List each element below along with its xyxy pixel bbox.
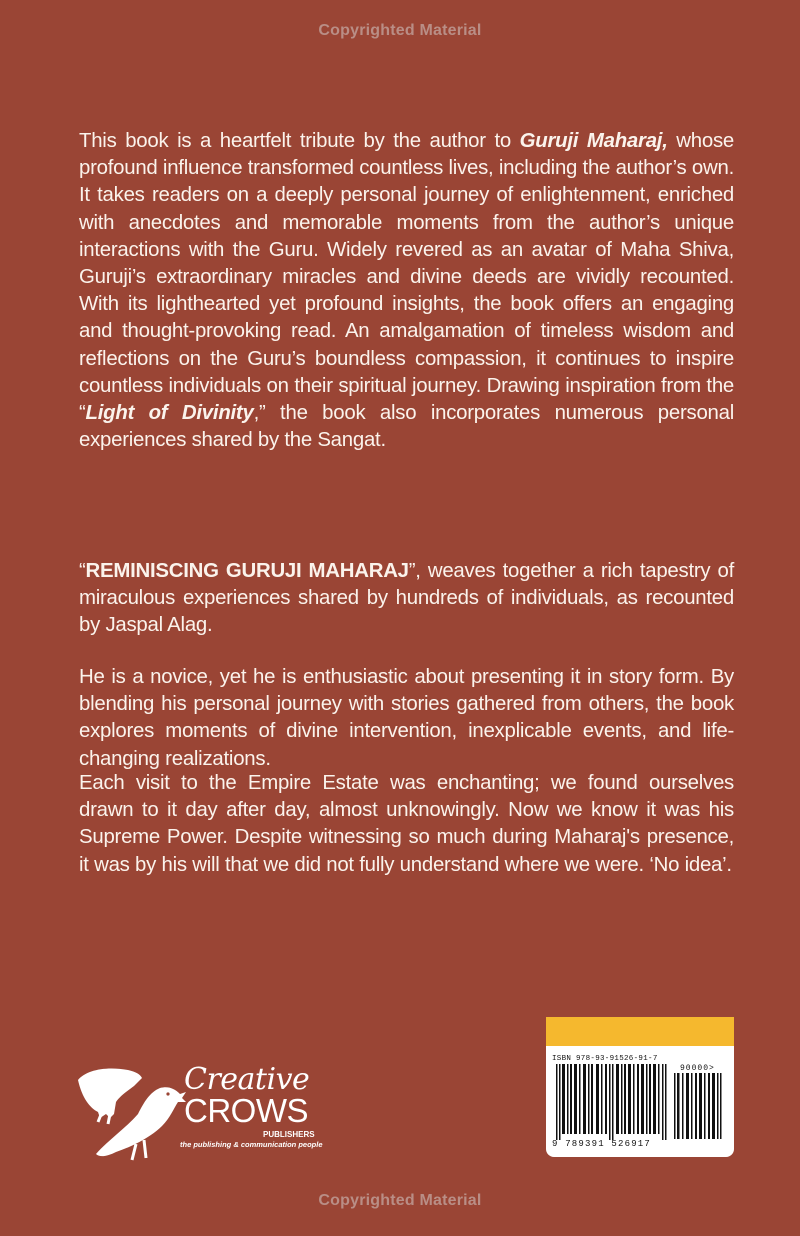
blurb-paragraph-4: Each visit to the Empire Estate was enchanting; we found ourselves drawn to it day after day, almost unknowingly. Now we know it was his Supreme Power. Despite witnessing so much during Maharaj's presence, it was by his will that we did not fully understand where we were. ‘No idea’. [79, 772, 734, 876]
copyright-watermark-top: Copyrighted Material [318, 22, 482, 39]
barcode-price-band [546, 1017, 734, 1046]
publisher-label: PUBLISHERS [263, 1130, 315, 1139]
publisher-name-crows: CROWS [184, 1092, 308, 1129]
text: whose profound influence transformed countless lives, including the author’s own. It takes readers on a deeply personal journey of enlightenment, enriched with anecdotes and memorable moments from the author’s unique interactions with the Guru. Widely revered as an avatar of Maha Shiva, Guruji’s extraordinary miracles and divine deeds are vividly recounted. With its lighthearted yet profound insights, the book offers an engaging and thought-provoking read. An amalgamation of timeless wisdom and reflections on the Guru’s boundless compassion, it continues to inspire countless individuals on their spiritual journey. Drawing inspiration from the “ [79, 130, 734, 425]
blurb-paragraph-2 [79, 558, 734, 640]
text: This book is a heartfelt tribute by the author to [79, 130, 520, 152]
publisher-name-creative: Creative [184, 1062, 310, 1097]
guruji-maharaj-emphasis: Guruji Maharaj, [519, 130, 668, 152]
text: “ [79, 560, 86, 582]
price-code: 90000> [680, 1064, 715, 1073]
book-title-emphasis: REMINISCING GURUJI MAHARAJ [85, 560, 409, 582]
crows-logo-icon [76, 1062, 188, 1162]
copyright-watermark-bottom: Copyrighted Material [318, 1192, 482, 1209]
isbn-barcode [546, 1017, 734, 1157]
publisher-logo [76, 1062, 336, 1162]
barcode-digits: 9 789391 526917 [552, 1139, 652, 1149]
isbn-label: ISBN 978-93-91526-91-7 [552, 1055, 658, 1063]
blurb-paragraph-1 [79, 128, 734, 454]
text: ,” the book also incorporates numerous personal experiences shared by the Sangat. [79, 402, 735, 452]
light-of-divinity-emphasis: Light of Divinity [85, 402, 254, 425]
text: ”, weaves together a rich tapestry of miraculous experiences shared by hundreds of individuals, as recounted by Jaspal Alag. [79, 560, 734, 637]
blurb-paragraph-3: He is a novice, yet he is enthusiastic about presenting it in story form. By blending his personal journey with stories gathered from others, the book explores moments of divine intervention, inexplicable events, and life-changing realizations. [79, 666, 734, 770]
barcode-bars-icon [556, 1064, 668, 1140]
publisher-tagline: the publishing & communication people [180, 1140, 323, 1149]
barcode-addon-bars-icon [674, 1073, 722, 1139]
